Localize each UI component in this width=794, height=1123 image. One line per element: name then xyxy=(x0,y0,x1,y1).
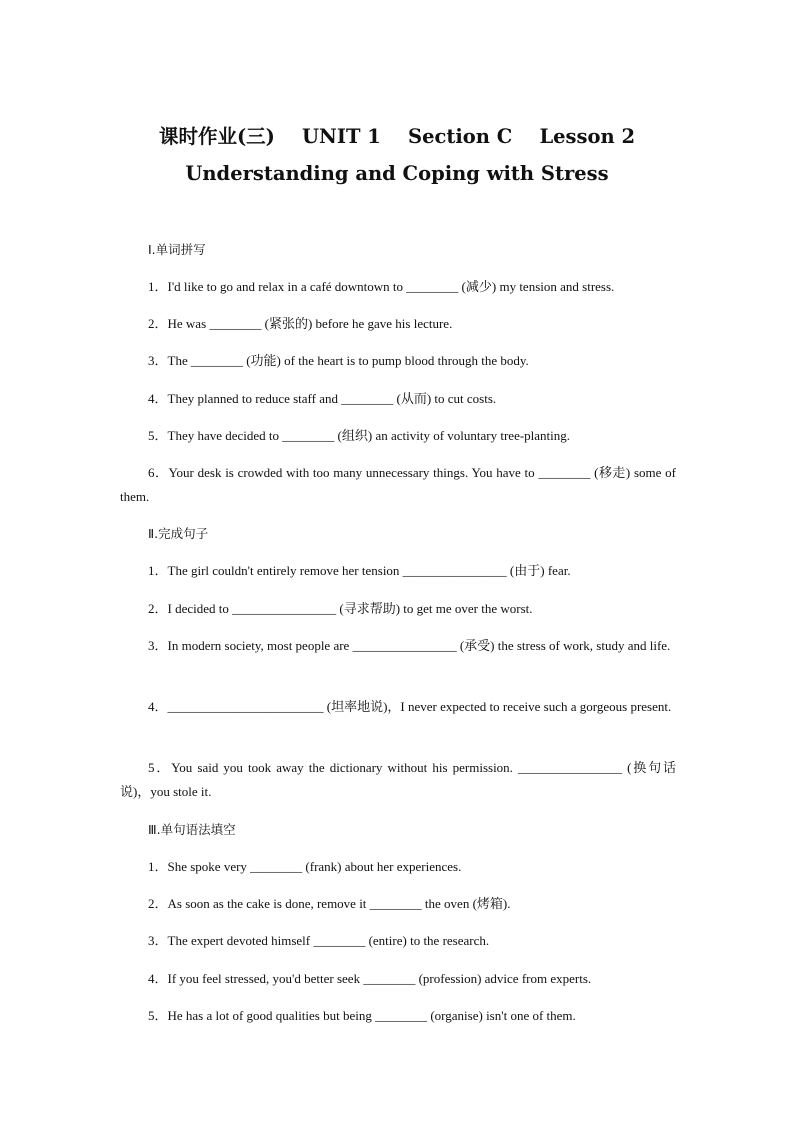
exercise-item: 2．I decided to ________________ (寻求帮助) to get me over the worst. xyxy=(148,601,533,616)
exercise-item: 5．He has a lot of good qualities but being ________ (organise) isn't one of them. xyxy=(148,1008,576,1023)
exercise-item: 4．They planned to reduce staff and ________ (从而) to cut costs. xyxy=(148,391,497,406)
exercise-item: 5．They have decided to ________ (组织) an activity of voluntary tree-planting. xyxy=(148,428,571,443)
exercise-item: 3．The expert devoted himself ________ (entire) to the research. xyxy=(148,933,490,948)
exercise-item: 2．As soon as the cake is done, remove it ________ the oven (烤箱). xyxy=(148,896,511,911)
exercise-item: 3．The ________ (功能) of the heart is to pump blood through the body. xyxy=(148,353,529,368)
section-heading-word-spelling: Ⅰ.单词拼写 xyxy=(148,242,206,257)
section-heading-complete-sentences: Ⅱ.完成句子 xyxy=(148,526,209,541)
exercise-item: 4．________________________ (坦率地说)，I never expected to receive such a gorgeous present. xyxy=(148,699,672,714)
exercise-item: 1．She spoke very ________ (frank) about her experiences. xyxy=(148,859,462,874)
exercise-item: 5．You said you took away the dictionary without his permission. ________________ (换句话说)，you stole it. xyxy=(120,760,676,799)
worksheet-title: 课时作业(三) UNIT 1 Section C Lesson 2 xyxy=(158,125,636,148)
exercise-item: 1．I'd like to go and relax in a café downtown to ________ (减少) my tension and stress. xyxy=(148,279,615,294)
exercise-item: 1．The girl couldn't entirely remove her tension ________________ (由于) fear. xyxy=(148,563,571,578)
exercise-item: 2．He was ________ (紧张的) before he gave his lecture. xyxy=(148,316,453,331)
exercise-item: 4．If you feel stressed, you'd better seek ________ (profession) advice from experts. xyxy=(148,971,592,986)
exercise-item: 3．In modern society, most people are ________________ (承受) the stress of work, study and life. xyxy=(148,638,671,653)
section-heading-grammar-fill: Ⅲ.单句语法填空 xyxy=(148,822,236,837)
worksheet-subtitle: Understanding and Coping with Stress xyxy=(185,162,609,185)
exercise-item: 6．Your desk is crowded with too many unnecessary things. You have to ________ (移走) some of them. xyxy=(120,465,676,504)
